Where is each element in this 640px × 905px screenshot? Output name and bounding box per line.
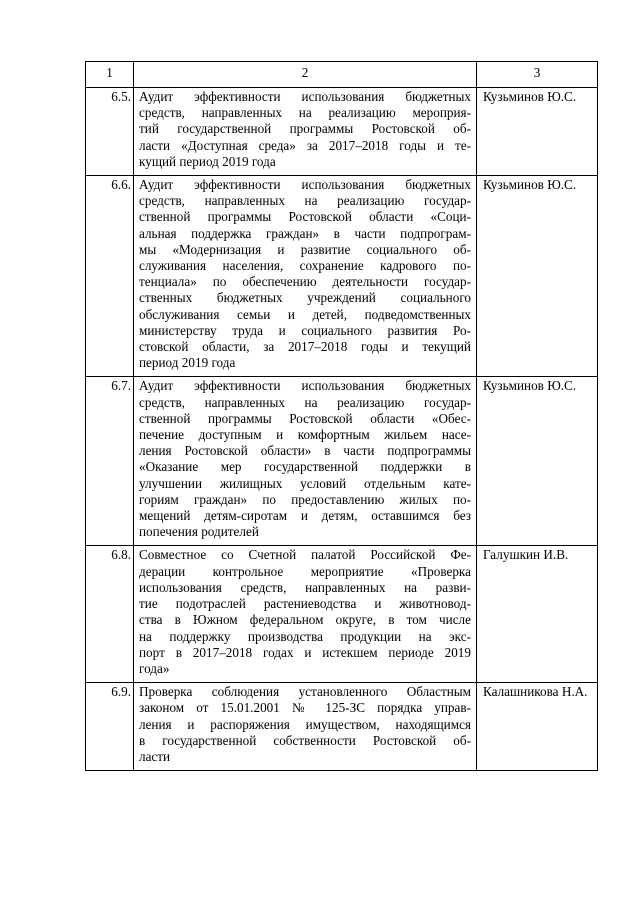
event-text-line: в государственной собственности Ростовской об- (139, 732, 471, 748)
row-event-description (134, 88, 477, 176)
event-text-line: ственных бюджетных учреждений социального (139, 290, 471, 306)
event-text-line: тие подотраслей растениеводства и животновод- (139, 596, 471, 612)
row-responsible: Галушкин И.В. (477, 546, 598, 683)
event-text-line: на поддержку производства продукции на экс- (139, 628, 471, 644)
plan-table (85, 61, 598, 771)
table-row (86, 88, 598, 176)
row-responsible: Кузьминов Ю.С. (477, 176, 598, 377)
table-header-row (86, 62, 598, 88)
event-text-line: ления и распоряжения имуществом, находящимся (139, 716, 471, 732)
event-text-line: Совместное со Счетной палатой Российской Фе- (139, 547, 471, 563)
event-text-line: мещений детям-сиротам и детям, оставшимся без (139, 508, 471, 524)
event-text-line: использования средств, направленных на разви- (139, 579, 471, 595)
event-text-line: ласти «Доступная среда» за 2017–2018 годы и те- (139, 137, 471, 153)
event-text-line: тенциала» по обеспечению деятельности государ- (139, 274, 471, 290)
row-responsible: Кузьминов Ю.С. (477, 88, 598, 176)
event-text-line: средств, направленных на реализацию государ- (139, 193, 471, 209)
event-text-line: ственной программы Ростовской области «Соци- (139, 209, 471, 225)
event-text-line: средств, направленных на реализацию мероприя- (139, 105, 471, 121)
event-text-line: Аудит эффективности использования бюджетных (139, 177, 471, 193)
event-text-line: тий государственной программы Ростовской об- (139, 121, 471, 137)
table-row (86, 377, 598, 546)
event-text-line: мы «Модернизация и развитие социального об- (139, 241, 471, 257)
row-event-description (134, 377, 477, 546)
event-text-line: дерации контрольное мероприятие «Проверка (139, 563, 471, 579)
row-number: 6.7. (86, 377, 134, 546)
event-text-line: обслуживания семьи и детей, подведомственных (139, 306, 471, 322)
event-text-line: законом от 15.01.2001 № 125-ЗС порядка управ- (139, 700, 471, 716)
event-text-line: служивания населения, сохранение кадрового по- (139, 258, 471, 274)
event-text-line: ства в Южном федеральном округе, в том числе (139, 612, 471, 628)
event-text-line: стовской области, за 2017–2018 годы и текущий (139, 339, 471, 355)
event-text-line: порт в 2017–2018 годах и истекшем периоде 2019 (139, 644, 471, 660)
row-number: 6.9. (86, 683, 134, 771)
event-text-line: года» (139, 660, 170, 676)
event-text-line: средств, направленных на реализацию государ- (139, 394, 471, 410)
event-text-line: альная поддержка граждан» в части подпрограм- (139, 225, 471, 241)
table-row (86, 546, 598, 683)
row-event-description (134, 176, 477, 377)
header-col-responsible: 3 (477, 62, 598, 88)
event-text-line: «Оказание мер государственной поддержки в (139, 459, 471, 475)
row-number: 6.6. (86, 176, 134, 377)
row-number: 6.5. (86, 88, 134, 176)
row-responsible: Калашникова Н.А. (477, 683, 598, 771)
table-row (86, 683, 598, 771)
event-text-line: гориям граждан» по предоставлению жилых по- (139, 491, 471, 507)
event-text-line: министерству труда и социального развития Ро- (139, 322, 471, 338)
event-text-line: период 2019 года (139, 355, 236, 371)
event-text-line: ления Ростовской области» в части подпрограммы (139, 443, 471, 459)
event-text-line: ласти (139, 748, 171, 764)
event-text-line: печение доступным и комфортным жильем насе- (139, 427, 471, 443)
row-responsible: Кузьминов Ю.С. (477, 377, 598, 546)
header-col-number: 1 (86, 62, 134, 88)
event-text-line: Аудит эффективности использования бюджетных (139, 378, 471, 394)
event-text-line: попечения родителей (139, 524, 259, 540)
event-text-line: ственной программы Ростовской области «Обес- (139, 410, 471, 426)
event-text-line: Проверка соблюдения установленного Областным (139, 684, 471, 700)
event-text-line: кущий период 2019 года (139, 153, 276, 169)
row-number: 6.8. (86, 546, 134, 683)
event-text-line: улучшении жилищных условий отдельным кате- (139, 475, 471, 491)
header-col-event: 2 (134, 62, 477, 88)
row-event-description (134, 683, 477, 771)
event-text-line: Аудит эффективности использования бюджетных (139, 89, 471, 104)
table-row (86, 176, 598, 377)
row-event-description (134, 546, 477, 683)
